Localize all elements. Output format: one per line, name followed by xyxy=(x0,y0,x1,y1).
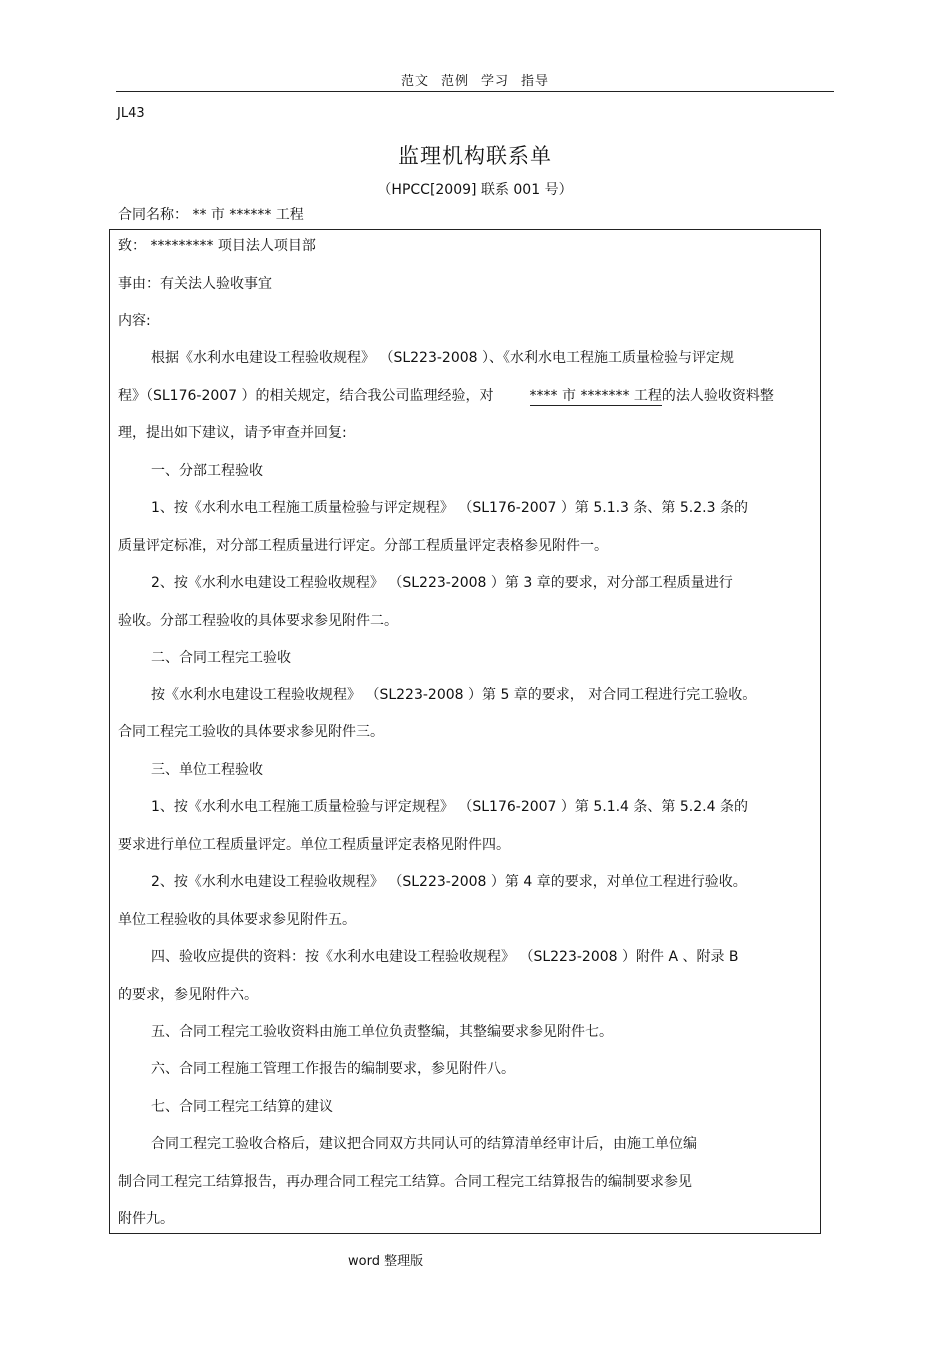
paragraph-line: 附件九。 xyxy=(118,1211,174,1227)
paragraph-line: 1、按《水利水电工程施工质量检验与评定规程》 （SL176-2007 ）第 5.1.3 条、第 5.2.3 条的 xyxy=(151,500,748,516)
paragraph-line: 2、按《水利水电建设工程验收规程》 （SL223-2008 ）第 3 章的要求，对分部工程质量进行 xyxy=(151,575,733,591)
section-heading: 一、分部工程验收 xyxy=(151,463,263,479)
contract-name: 合同名称： ** 市 ****** 工程 xyxy=(118,207,304,223)
paragraph-line: 制合同工程完工结算报告，再办理合同工程完工结算。合同工程完工结算报告的编制要求参见 xyxy=(118,1174,692,1190)
page-header xyxy=(0,70,950,89)
paragraph-line: 单位工程验收的具体要求参见附件五。 xyxy=(118,912,356,928)
paragraph-line: 1、按《水利水电工程施工质量检验与评定规程》 （SL176-2007 ）第 5.1.4 条、第 5.2.4 条的 xyxy=(151,799,748,815)
document-code: JL43 xyxy=(117,106,145,121)
header-divider xyxy=(116,91,834,92)
page-footer: word 整理版 xyxy=(348,1254,424,1269)
content-label: 内容: xyxy=(118,313,151,329)
project-name-underlined: **** 市 ******* 工程 xyxy=(529,388,662,404)
paragraph-line: 根据《水利水电建设工程验收规程》 （SL223-2008 ）、《水利水电工程施工质量检验与评定规 xyxy=(151,350,734,366)
subject-line: 事由：有关法人验收事宜 xyxy=(118,276,272,292)
section-heading: 四、验收应提供的资料：按《水利水电建设工程验收规程》 （SL223-2008 ）附件 A 、附录 B xyxy=(151,949,739,965)
paragraph-line: 验收。分部工程验收的具体要求参见附件二。 xyxy=(118,613,398,629)
header-item: 范例 xyxy=(440,74,469,89)
recipient-line: 致： ********* 项目法人项目部 xyxy=(118,238,316,254)
document-number: （HPCC[2009] 联系 001 号） xyxy=(377,182,573,198)
paragraph-line: 按《水利水电建设工程验收规程》 （SL223-2008 ）第 5 章的要求， 对合同工程进行完工验收。 xyxy=(151,687,757,703)
paragraph-line: 合同工程完工验收合格后，建议把合同双方共同认可的结算清单经审计后，由施工单位编 xyxy=(151,1136,697,1152)
header-item: 学习 xyxy=(481,74,510,89)
paragraph-line: 理，提出如下建议，请予审查并回复: xyxy=(118,425,347,441)
text-fragment: 程》（SL176-2007 ）的相关规定，结合我公司监理经验，对 xyxy=(118,388,494,404)
paragraph-line: 要求进行单位工程质量评定。单位工程质量评定表格见附件四。 xyxy=(118,837,510,853)
section-heading: 七、合同工程完工结算的建议 xyxy=(151,1099,333,1115)
section-heading: 三、单位工程验收 xyxy=(151,762,263,778)
paragraph-line: 的要求，参见附件六。 xyxy=(118,987,258,1003)
section-heading: 六、合同工程施工管理工作报告的编制要求，参见附件八。 xyxy=(151,1061,515,1077)
paragraph-line: 合同工程完工验收的具体要求参见附件三。 xyxy=(118,724,384,740)
paragraph-line xyxy=(118,386,774,406)
header-item: 指导 xyxy=(521,74,550,89)
text-fragment: 的法人验收资料整 xyxy=(661,388,774,404)
header-item: 范文 xyxy=(400,74,429,89)
section-heading: 五、合同工程完工验收资料由施工单位负责整编，其整编要求参见附件七。 xyxy=(151,1024,613,1040)
section-heading: 二、合同工程完工验收 xyxy=(151,650,291,666)
document-title: 监理机构联系单 xyxy=(398,144,552,168)
paragraph-line: 质量评定标准，对分部工程质量进行评定。分部工程质量评定表格参见附件一。 xyxy=(118,538,608,554)
paragraph-line: 2、按《水利水电建设工程验收规程》 （SL223-2008 ）第 4 章的要求，对单位工程进行验收。 xyxy=(151,874,747,890)
